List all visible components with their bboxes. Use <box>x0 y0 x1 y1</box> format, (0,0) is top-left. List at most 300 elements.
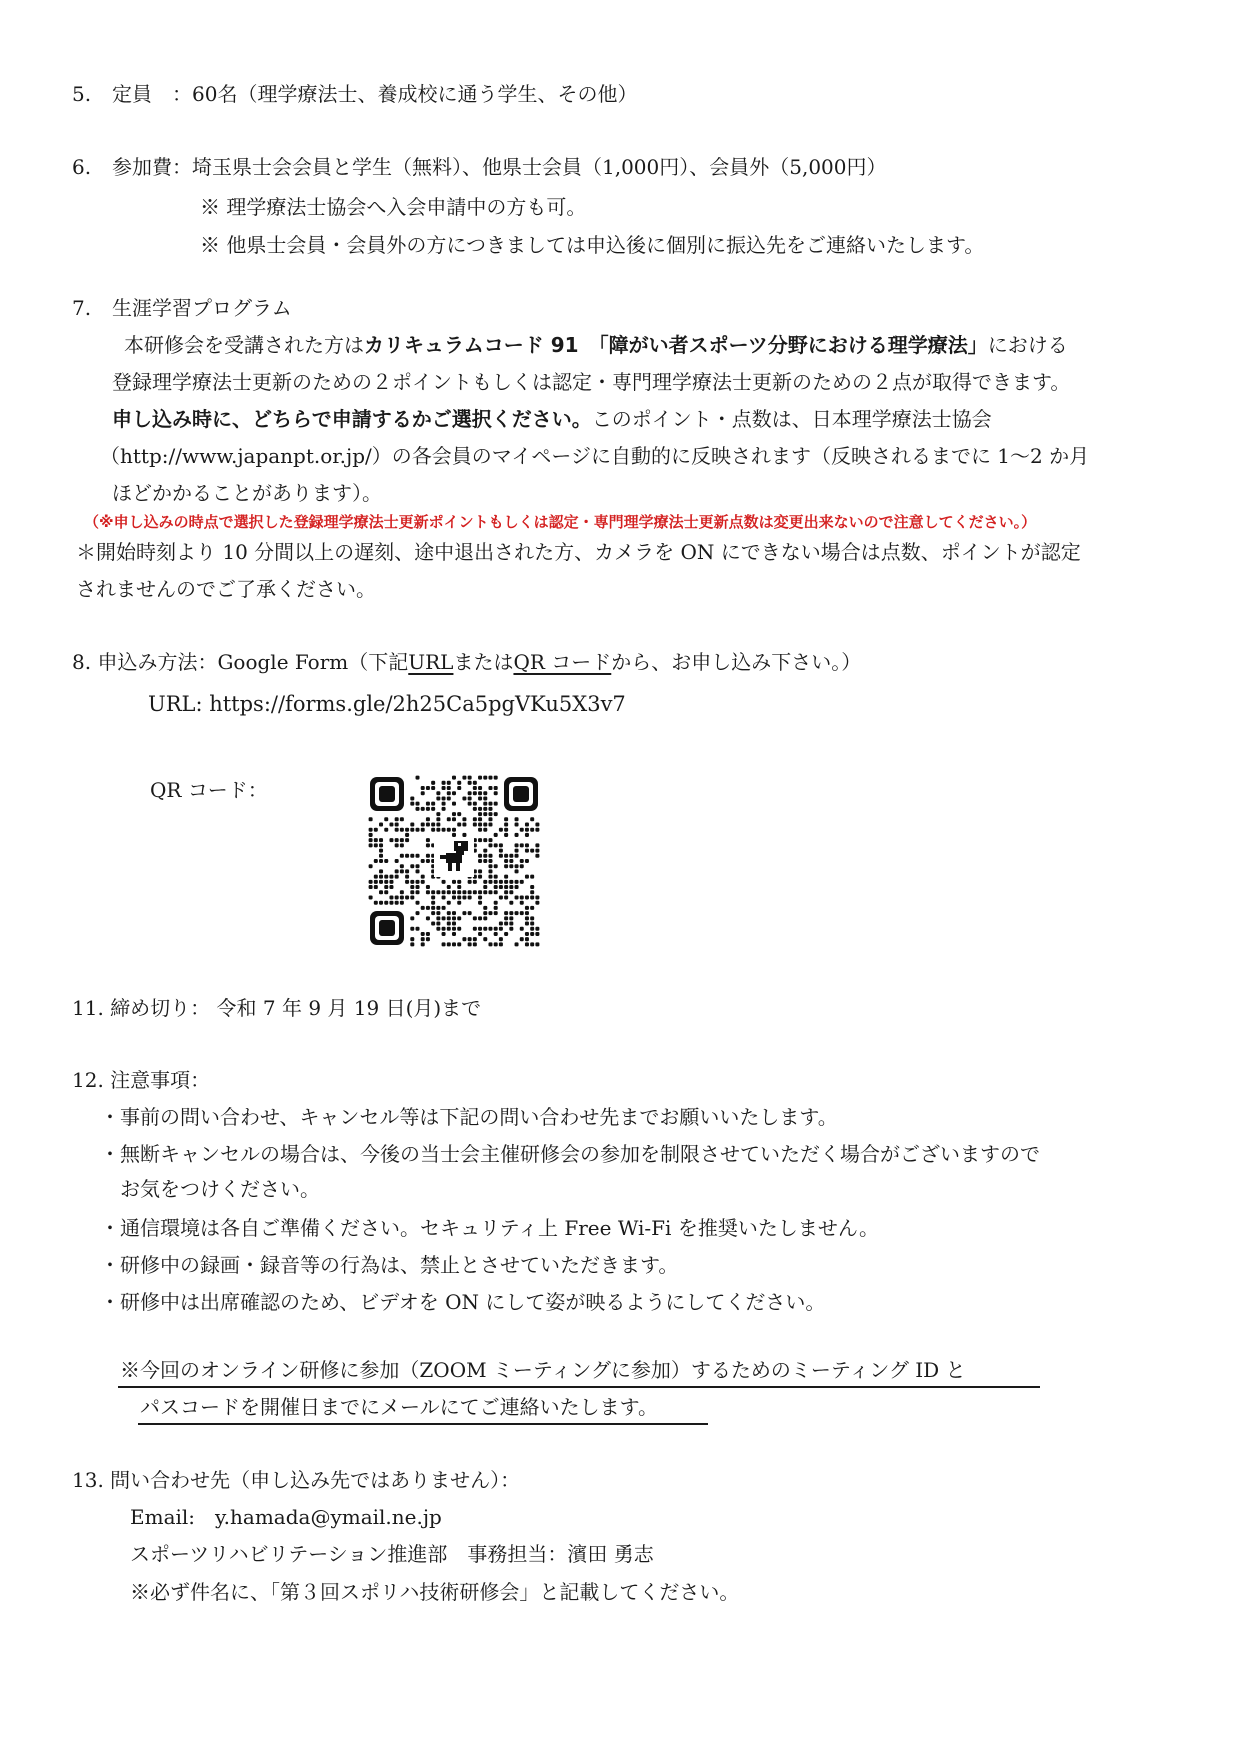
qr-module <box>462 776 466 780</box>
qr-module <box>447 890 451 894</box>
qr-module <box>447 817 451 821</box>
qr-module <box>431 781 435 785</box>
qr-module <box>520 901 524 905</box>
qr-module <box>468 781 472 785</box>
url-underlined: URL <box>408 650 454 674</box>
qr-module <box>509 864 513 868</box>
qr-module <box>478 895 482 899</box>
qr-module <box>426 843 430 847</box>
qr-module <box>494 906 498 910</box>
qr-module <box>535 849 539 853</box>
qr-module <box>530 916 534 920</box>
qr-module <box>535 901 539 905</box>
qr-module <box>452 791 456 795</box>
qr-module <box>473 786 477 790</box>
qr-module <box>473 937 477 941</box>
qr-module <box>442 890 446 894</box>
qr-module <box>499 849 503 853</box>
qr-module <box>520 927 524 931</box>
notice-item-5: ・研修中は出席確認のため、ビデオを ON にして姿が映るようにしてください。 <box>100 1290 826 1314</box>
qr-module <box>389 895 393 899</box>
qr-module <box>395 817 399 821</box>
qr-module <box>468 890 472 894</box>
qr-module <box>421 786 425 790</box>
qr-module <box>442 880 446 884</box>
qr-module <box>421 859 425 863</box>
qr-module <box>525 937 529 941</box>
qr-module <box>405 828 409 832</box>
qr-module <box>421 937 425 941</box>
qr-module <box>504 828 508 832</box>
qr-module <box>421 791 425 795</box>
qr-module <box>416 864 420 868</box>
qr-module <box>447 922 451 926</box>
qr-module <box>384 875 388 879</box>
qr-module <box>442 796 446 800</box>
qr-module <box>488 817 492 821</box>
qr-module <box>431 895 435 899</box>
qr-module <box>442 916 446 920</box>
qr-module <box>400 838 404 842</box>
qr-module <box>478 786 482 790</box>
qr-module <box>520 937 524 941</box>
qr-module <box>416 890 420 894</box>
qr-underlined: QR コード <box>513 650 612 674</box>
qr-module <box>520 828 524 832</box>
qr-module <box>457 890 461 894</box>
qr-module <box>457 916 461 920</box>
qr-module <box>494 791 498 795</box>
qr-module <box>369 833 373 837</box>
qr-module <box>457 880 461 884</box>
qr-module <box>530 895 534 899</box>
qr-module <box>473 823 477 827</box>
qr-module <box>395 828 399 832</box>
qr-module <box>421 906 425 910</box>
qr-module <box>483 807 487 811</box>
qr-module <box>473 942 477 946</box>
qr-module <box>494 875 498 879</box>
qr-module <box>473 817 477 821</box>
qr-module <box>452 932 456 936</box>
qr-module <box>483 859 487 863</box>
qr-module <box>389 875 393 879</box>
qr-module <box>379 838 383 842</box>
qr-module <box>483 823 487 827</box>
qr-module <box>525 906 529 910</box>
qr-module <box>431 890 435 894</box>
qr-module <box>530 942 534 946</box>
qr-module <box>504 864 508 868</box>
qr-module <box>379 859 383 863</box>
qr-module <box>410 942 414 946</box>
qr-module <box>426 807 430 811</box>
qr-module <box>452 911 456 915</box>
section-7-line-3-rest: このポイント・点数は、日本理学療法士協会 <box>591 407 992 431</box>
qr-module <box>473 916 477 920</box>
qr-module <box>389 880 393 884</box>
qr-module <box>400 901 404 905</box>
qr-module <box>515 817 519 821</box>
qr-module <box>452 776 456 780</box>
qr-module <box>494 864 498 868</box>
qr-module <box>473 880 477 884</box>
section-7-title: 生涯学習プログラム <box>112 296 292 320</box>
qr-module <box>452 817 456 821</box>
qr-module <box>395 895 399 899</box>
qr-module <box>416 828 420 832</box>
qr-module <box>374 828 378 832</box>
qr-module <box>447 828 451 832</box>
qr-module <box>499 885 503 889</box>
section-5-number: 5. <box>72 82 92 106</box>
qr-module <box>426 932 430 936</box>
contact-email[interactable]: Email: y.hamada@ymail.ne.jp <box>130 1505 442 1529</box>
qr-module <box>400 895 404 899</box>
qr-module <box>478 901 482 905</box>
qr-module <box>468 937 472 941</box>
qr-module <box>436 916 440 920</box>
qr-module <box>436 911 440 915</box>
qr-module <box>395 901 399 905</box>
qr-module <box>410 796 414 800</box>
qr-module <box>488 859 492 863</box>
qr-module <box>447 781 451 785</box>
qr-module <box>426 786 430 790</box>
qr-module <box>515 849 519 853</box>
section-12-title: 12. 注意事項： <box>72 1068 211 1092</box>
qr-module <box>494 812 498 816</box>
qr-module <box>442 932 446 936</box>
qr-module <box>436 828 440 832</box>
qr-module <box>494 802 498 806</box>
qr-module <box>395 869 399 873</box>
qr-module <box>530 849 534 853</box>
qr-module <box>426 823 430 827</box>
qr-module <box>525 849 529 853</box>
qr-module <box>447 901 451 905</box>
qr-module <box>483 828 487 832</box>
qr-module <box>504 817 508 821</box>
section-7-line-7: されませんのでご了承ください。 <box>76 577 376 601</box>
qr-module <box>488 880 492 884</box>
qr-module <box>436 823 440 827</box>
qr-module <box>478 823 482 827</box>
qr-module <box>488 911 492 915</box>
qr-module <box>499 854 503 858</box>
qr-module <box>405 833 409 837</box>
qr-module <box>457 823 461 827</box>
qr-module <box>416 854 420 858</box>
qr-module <box>426 937 430 941</box>
qr-module <box>499 828 503 832</box>
qr-module <box>389 838 393 842</box>
qr-module <box>483 854 487 858</box>
qr-module <box>369 895 373 899</box>
section-7-line-1 <box>124 331 1068 359</box>
qr-module <box>483 802 487 806</box>
qr-module <box>384 880 388 884</box>
qr-module <box>515 854 519 858</box>
qr-module <box>416 880 420 884</box>
qr-module <box>504 823 508 827</box>
qr-module <box>530 932 534 936</box>
qr-module <box>478 776 482 780</box>
section-7-line-5: ほどかかることがあります）。 <box>112 481 382 505</box>
qr-module <box>478 812 482 816</box>
qr-module <box>509 885 513 889</box>
qr-module <box>416 869 420 873</box>
form-url-link[interactable]: URL: https://forms.gle/2h25Ca5pgVKu5X3v7 <box>148 692 626 716</box>
qr-module <box>488 843 492 847</box>
qr-module <box>452 828 456 832</box>
qr-module <box>369 864 373 868</box>
qr-module <box>520 864 524 868</box>
qr-module <box>473 802 477 806</box>
qr-module <box>426 802 430 806</box>
qr-module <box>525 833 529 837</box>
section-7-intro: 本研修会を受講された方は <box>124 333 364 357</box>
qr-module <box>535 828 539 832</box>
qr-module <box>379 854 383 858</box>
selection-instruction: 申し込み時に、どちらで申請するかご選択ください。 <box>112 407 592 431</box>
qr-module <box>431 906 435 910</box>
qr-module <box>416 911 420 915</box>
qr-module <box>483 927 487 931</box>
qr-module <box>520 859 524 863</box>
qr-module <box>369 838 373 842</box>
qr-module <box>379 843 383 847</box>
qr-module <box>504 911 508 915</box>
qr-module <box>416 776 420 780</box>
qr-module <box>379 875 383 879</box>
qr-module <box>483 880 487 884</box>
qr-module <box>374 843 378 847</box>
qr-module <box>509 922 513 926</box>
qr-module <box>515 823 519 827</box>
notice-item-4: ・研修中の録画・録音等の行為は、禁止とさせていただきます。 <box>100 1253 679 1277</box>
zoom-notice-line-2: パスコードを開催日までにメールにてご連絡いたします。 <box>140 1395 658 1419</box>
qr-module <box>504 859 508 863</box>
qr-module <box>483 796 487 800</box>
qr-module <box>421 875 425 879</box>
qr-module <box>400 864 404 868</box>
qr-module <box>452 890 456 894</box>
qr-module <box>515 885 519 889</box>
curriculum-code: カリキュラムコード 91 「障がい者スポーツ分野における理学療法」 <box>364 333 988 357</box>
qr-module <box>488 802 492 806</box>
qr-module <box>416 901 420 905</box>
qr-module <box>535 942 539 946</box>
qr-module <box>478 838 482 842</box>
qr-module <box>494 932 498 936</box>
qr-module <box>494 885 498 889</box>
qr-module <box>478 927 482 931</box>
qr-module <box>520 911 524 915</box>
qr-module <box>379 849 383 853</box>
qr-module <box>431 922 435 926</box>
qr-module <box>426 890 430 894</box>
qr-module <box>515 911 519 915</box>
qr-module <box>452 916 456 920</box>
qr-module <box>509 880 513 884</box>
qr-module <box>530 828 534 832</box>
qr-module <box>410 916 414 920</box>
qr-module <box>509 859 513 863</box>
qr-module <box>468 791 472 795</box>
qr-module <box>462 817 466 821</box>
qr-module <box>504 833 508 837</box>
qr-module <box>520 880 524 884</box>
qr-module <box>442 781 446 785</box>
qr-module <box>488 927 492 931</box>
qr-module <box>462 796 466 800</box>
qr-module <box>410 890 414 894</box>
qr-module <box>410 895 414 899</box>
qr-module <box>457 786 461 790</box>
qr-module <box>447 885 451 889</box>
qr-module <box>431 828 435 832</box>
qr-module <box>499 843 503 847</box>
qr-module <box>436 922 440 926</box>
qr-module <box>452 942 456 946</box>
qr-module <box>509 901 513 905</box>
qr-module <box>452 833 456 837</box>
qr-code-image[interactable] <box>368 775 540 947</box>
qr-module <box>504 932 508 936</box>
section-7-line-6: ＊開始時刻より 10 分間以上の遅刻、途中退出された方、カメラを ON にできない場合は点数、ポイントが認定 <box>76 540 1081 564</box>
qr-module <box>457 942 461 946</box>
qr-module <box>525 895 529 899</box>
qr-module <box>535 932 539 936</box>
qr-module <box>462 911 466 915</box>
qr-module <box>468 796 472 800</box>
qr-module <box>499 927 503 931</box>
qr-module <box>426 854 430 858</box>
qr-module <box>462 890 466 894</box>
qr-module <box>494 890 498 894</box>
qr-module <box>494 901 498 905</box>
qr-module <box>436 812 440 816</box>
qr-module <box>535 895 539 899</box>
qr-module <box>535 854 539 858</box>
qr-module <box>478 932 482 936</box>
qr-module <box>478 859 482 863</box>
qr-module <box>494 833 498 837</box>
qr-module <box>410 864 414 868</box>
qr-module <box>379 890 383 894</box>
qr-module <box>421 880 425 884</box>
section-8-method-end: から、お申し込み下さい。） <box>611 650 862 674</box>
qr-module <box>499 942 503 946</box>
qr-module <box>421 942 425 946</box>
qr-module <box>535 843 539 847</box>
qr-module <box>478 854 482 858</box>
zoom-notice-underline-2 <box>138 1423 708 1425</box>
qr-module <box>525 875 529 879</box>
qr-module <box>426 916 430 920</box>
zoom-notice-line-1: ※今回のオンライン研修に参加（ZOOM ミーティングに参加）するためのミーティング ID と <box>120 1358 966 1382</box>
qr-module <box>442 906 446 910</box>
qr-module <box>488 823 492 827</box>
qr-module <box>468 802 472 806</box>
qr-module <box>525 911 529 915</box>
qr-module <box>431 807 435 811</box>
qr-module <box>488 807 492 811</box>
qr-module <box>457 895 461 899</box>
qr-module <box>436 890 440 894</box>
qr-module <box>525 843 529 847</box>
qr-module <box>447 786 451 790</box>
section-6-note-1: ※ 理学療法士協会へ入会申請中の方も可。 <box>200 195 587 219</box>
qr-module <box>374 875 378 879</box>
qr-module <box>525 922 529 926</box>
qr-module <box>379 880 383 884</box>
qr-module <box>369 885 373 889</box>
qr-module <box>504 895 508 899</box>
qr-module <box>374 885 378 889</box>
qr-code-label: QR コード： <box>150 778 268 802</box>
qr-module <box>504 922 508 926</box>
qr-module <box>457 885 461 889</box>
section-8-method <box>72 648 861 676</box>
qr-module <box>457 812 461 816</box>
qr-module <box>509 911 513 915</box>
qr-module <box>530 906 534 910</box>
qr-module <box>488 869 492 873</box>
qr-module <box>416 927 420 931</box>
section-13-title: 13. 問い合わせ先（申し込み先ではありません）： <box>72 1468 521 1492</box>
qr-module <box>504 885 508 889</box>
zoom-notice-underline-1 <box>118 1386 1040 1388</box>
qr-module <box>389 823 393 827</box>
qr-module <box>436 927 440 931</box>
qr-module <box>379 901 383 905</box>
qr-module <box>410 854 414 858</box>
qr-module <box>452 802 456 806</box>
qr-module <box>384 859 388 863</box>
qr-module <box>447 911 451 915</box>
section-7-red-warning: （※申し込みの時点で選択した登録理学療法士更新ポイントもしくは認定・専門理学療法士更新点数は変更出来ないので注意してください。） <box>84 513 1037 531</box>
qr-module <box>530 922 534 926</box>
section-8-method-label: 8. 申込み方法：Google Form（下記 <box>72 650 409 674</box>
qr-module <box>421 807 425 811</box>
qr-module <box>499 895 503 899</box>
qr-module <box>442 786 446 790</box>
qr-module <box>447 942 451 946</box>
qr-module <box>400 890 404 894</box>
qr-module <box>410 880 414 884</box>
qr-module <box>483 885 487 889</box>
qr-module <box>421 823 425 827</box>
qr-module <box>384 890 388 894</box>
section-7-number: 7. <box>72 296 92 320</box>
qr-module <box>442 802 446 806</box>
qr-module <box>478 916 482 920</box>
qr-module <box>520 843 524 847</box>
qr-module <box>494 776 498 780</box>
qr-module <box>473 807 477 811</box>
qr-module <box>478 796 482 800</box>
qr-module <box>483 838 487 842</box>
qr-module <box>515 869 519 873</box>
qr-module <box>478 791 482 795</box>
qr-module <box>478 807 482 811</box>
qr-module <box>478 828 482 832</box>
qr-module <box>462 895 466 899</box>
qr-module <box>384 885 388 889</box>
qr-module <box>473 791 477 795</box>
